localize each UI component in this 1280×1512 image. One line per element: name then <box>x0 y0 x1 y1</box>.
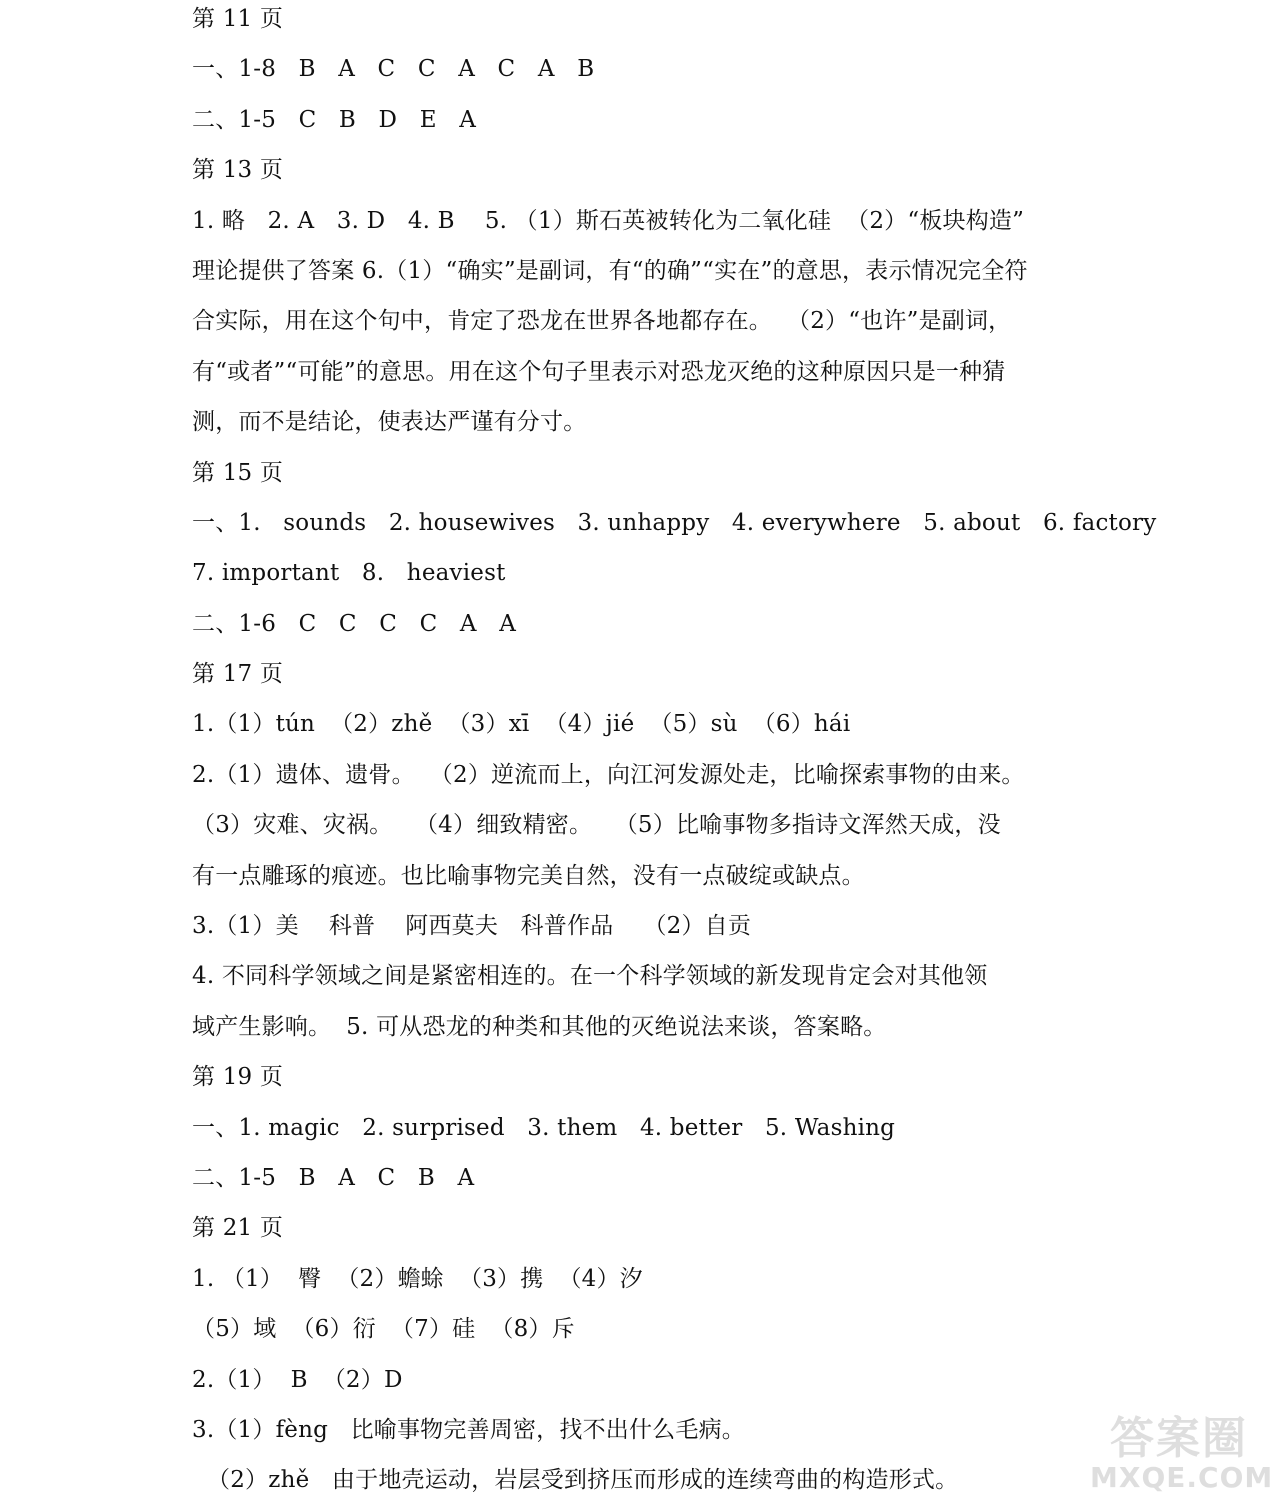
answer-line: （3）灾难、灾祸。 （4）细致精密。 （5）比喻事物多指诗文浑然天成，没 <box>192 812 1001 839</box>
answer-line: 3.（1）美 科普 阿西莫夫 科普作品 （2）自贡 <box>192 913 752 940</box>
answer-line: （2）zhě 由于地壳运动，岩层受到挤压而形成的连续弯曲的构造形式。 <box>192 1467 959 1494</box>
answer-line: 合实际，用在这个句中，肯定了恐龙在世界各地都存在。 （2）“也许”是副词， <box>192 308 1012 335</box>
page-heading-13: 第 13 页 <box>192 157 284 184</box>
answer-line: 4. 不同科学领域之间是紧密相连的。在一个科学领域的新发现肯定会对其他领 <box>192 963 988 990</box>
answer-line: 有一点雕琢的痕迹。也比喻事物完美自然，没有一点破绽或缺点。 <box>192 862 865 889</box>
site-watermark <box>1090 1402 1274 1494</box>
answer-line: 2.（1）遗体、遗骨。 （2）逆流而上，向江河发源处走，比喻探索事物的由来。 <box>192 761 1025 788</box>
watermark-logo: 答案圈 <box>1110 1413 1248 1464</box>
answer-line: 二、1-6 C C C C A A <box>192 610 517 637</box>
page-heading-15: 第 15 页 <box>192 459 284 486</box>
answer-line: 1.（1）tún （2）zhě （3）xī （4）jié （5）sù （6）hái <box>192 711 851 738</box>
answer-line: 2.（1） B （2）D <box>192 1366 403 1393</box>
answer-line: 二、1-5 B A C B A <box>192 1164 475 1191</box>
page-heading-11: 第 11 页 <box>192 6 284 32</box>
answer-line: 二、1-5 C B D E A <box>192 106 477 133</box>
watermark-url: MXQE.COM <box>1090 1461 1274 1494</box>
page-heading-19: 第 19 页 <box>192 1064 284 1091</box>
answer-line: 3.（1）fèng 比喻事物完善周密，找不出什么毛病。 <box>192 1416 745 1443</box>
answer-line: 测，而不是结论，使表达严谨有分寸。 <box>192 409 587 436</box>
page-heading-17: 第 17 页 <box>192 661 284 688</box>
answer-line: 有“或者”“可能”的意思。用在这个句子里表示对恐龙灭绝的这种原因只是一种猜 <box>192 358 1006 385</box>
answer-line: 一、1-8 B A C C A C A B <box>192 56 595 83</box>
answer-line: 一、1. magic 2. surprised 3. them 4. better 5. Washing <box>192 1114 896 1141</box>
answer-line: 域产生影响。 5. 可从恐龙的种类和其他的灭绝说法来谈，答案略。 <box>192 1013 887 1040</box>
answer-line: （5）域 （6）衍 （7）硅 （8）斥 <box>192 1316 575 1343</box>
answer-line: 1. （1） 臀 （2）蟾蜍 （3）携 （4）汐 <box>192 1265 643 1292</box>
answer-line: 1. 略 2. A 3. D 4. B 5. （1）斯石英被转化为二氧化硅 （2）“板块构造” <box>192 207 1025 234</box>
page-heading-21: 第 21 页 <box>192 1215 284 1242</box>
answer-document <box>192 0 1157 1512</box>
answer-line: 一、1. sounds 2. housewives 3. unhappy 4. everywhere 5. about 6. factory <box>192 509 1157 536</box>
answer-line: 理论提供了答案 6.（1）“确实”是副词，有“的确”“实在”的意思，表示情况完全符 <box>192 257 1028 284</box>
answer-line: 7. important 8. heaviest <box>192 560 506 587</box>
